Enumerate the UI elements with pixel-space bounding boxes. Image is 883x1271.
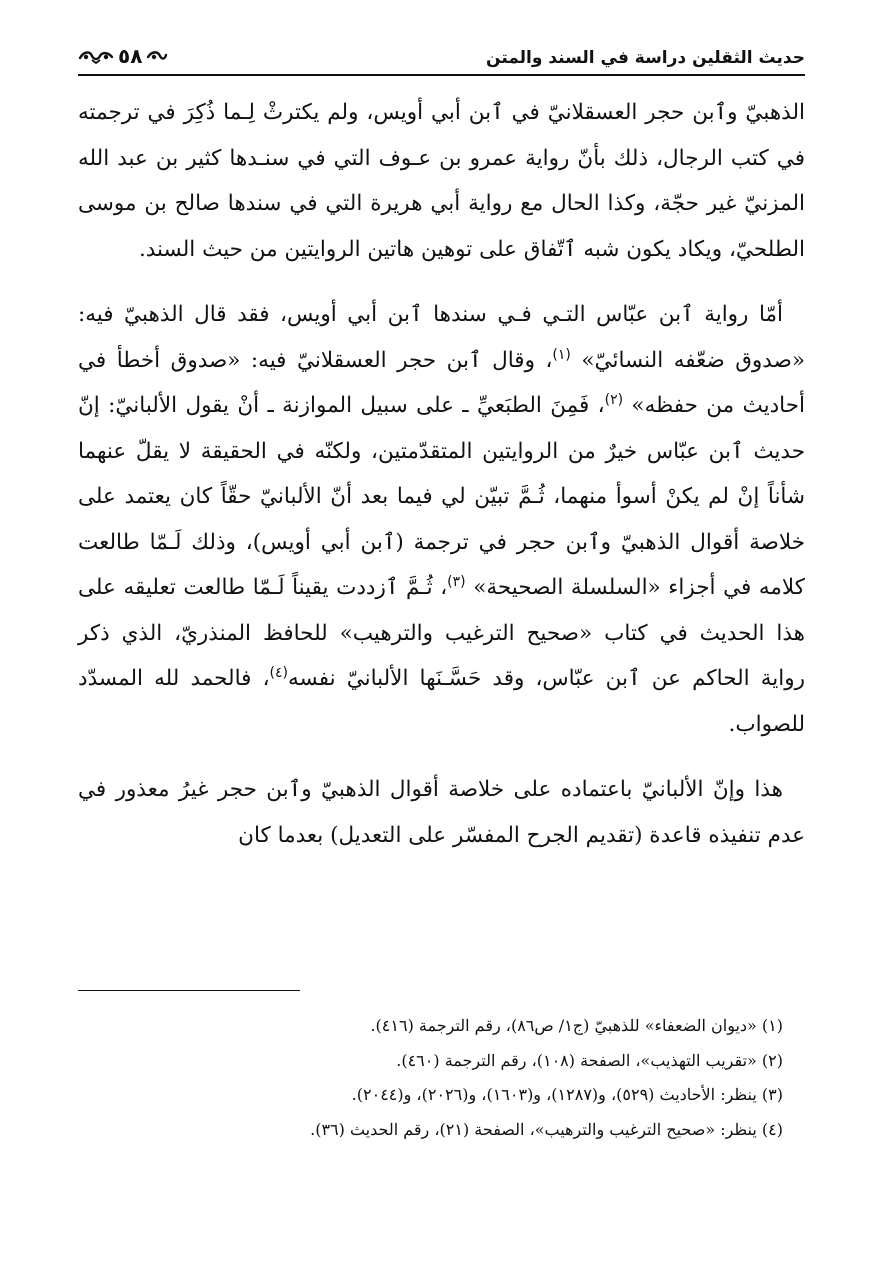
footnote: (٢) «تقريب التهذيب»، الصفحة (١٠٨)، رقم الترجمة (٤٦٠). [396,1050,783,1070]
paragraph [78,767,805,858]
paragraph-text: أمّا رواية ٱبن عبّاس التـي فـي سندها ٱبن أبي أويس، فقد قال الذهبيّ فيه: «صدوق ضعّفه النسائيّ» [78,302,805,373]
running-title: حديث الثقلين دراسة في السند والمتن [486,48,805,68]
footnote-reference[interactable]: (٤) [269,664,288,681]
paragraph-text: الذهبيّ وٱبن حجر العسقلانيّ في ٱبن أبي أويس، ولم يكترثْ لِـما ذُكِرَ في ترجمته في كتب الرجال، ذلك بأنّ رواية عمرو بن عـوف التي في سنـدها كثير بن عبد الله المزنيّ غير حجّة، وكذا الحال مع رواية أبي هريرة التي في سندها صالح بن موسى الطلحيّ، ويكاد يكون شبه ٱتّفاق على توهين هاتين الروايتين من حيث السند. [78,100,805,262]
footnote: (٣) ينظر: الأحاديث (٥٢٩)، و(١٢٨٧)، و(١٦٠٣)، و(٢٠٢٦)، و(٢٠٤٤). [351,1085,783,1104]
footnote: (٤) ينظر: «صحيح الترغيب والترهيب»، الصفحة (٢١)، رقم الحديث (٣٦). [310,1119,783,1139]
paragraph-text: ، فالحمد لله المسدّد للصواب. [78,666,805,737]
footnote-reference[interactable]: (٣) [447,573,466,590]
paragraph-text: ، فَمِنَ الطبَعيِّ ـ على سبيل الموازنة ـ أنْ يقول الألبانيّ: إنّ حديث ٱبن عبّاس خيرٌ من الروايتين المتقدّمتين، ولكنّه في الحقيقة لا يقلّ عنهما شأناً إنْ لم يكنْ أسوأ منهما، ثُـمَّ تبيّن لي فيما بعد أنّ الألبانيّ حقّاً كان يعتمد على خلاصة أقوال الذهبيّ وٱبن حجر في ترجمة (ٱبن أبي أويس)، وذلك لَـمّا طالعت كلامه في أجزاء «السلسلة الصحيحة» [78,393,805,600]
paragraph [78,292,805,747]
footnotes [78,990,805,1147]
body-text [78,90,805,858]
footnote-divider [78,990,300,991]
book-page [78,30,805,1240]
decorative-flourish-icon [146,48,168,64]
page-number: ٥٨ [118,44,143,68]
paragraph-text: ، وقال ٱبن حجر العسقلانيّ فيه: «صدوق أخطأ في أحاديث من حفظه» [78,347,805,418]
paragraph [78,90,805,272]
footnote: (١) «ديوان الضعفاء» للذهبيّ (ج١/ ص٨٦)، رقم الترجمة (٤١٦). [370,1016,783,1035]
footnote-reference[interactable]: (١) [552,346,571,363]
page-number-block [78,44,168,68]
paragraph-text: ، ثُـمَّ ٱزددت يقيناً لَـمّا طالعت تعليقه على هذا الحديث في كتاب «صحيح الترغيب والترهيب» للحافظ المنذريّ، الذي ذكر رواية الحاكم عن ٱبن عبّاس، وقد حَسَّـنَها الألبانيّ نفسه [78,575,805,691]
footnote-reference[interactable]: (٢) [604,391,624,408]
paragraph-text: هذا وإنّ الألبانيّ باعتماده على خلاصة أقوال الذهبيّ وٱبن حجر غيرُ معذور في عدم تنفيذه قاعدة (تقديم الجرح المفسّر على التعديل) بعدما كان [78,777,805,848]
page-header [78,30,805,76]
decorative-flourish-icon [78,48,114,64]
